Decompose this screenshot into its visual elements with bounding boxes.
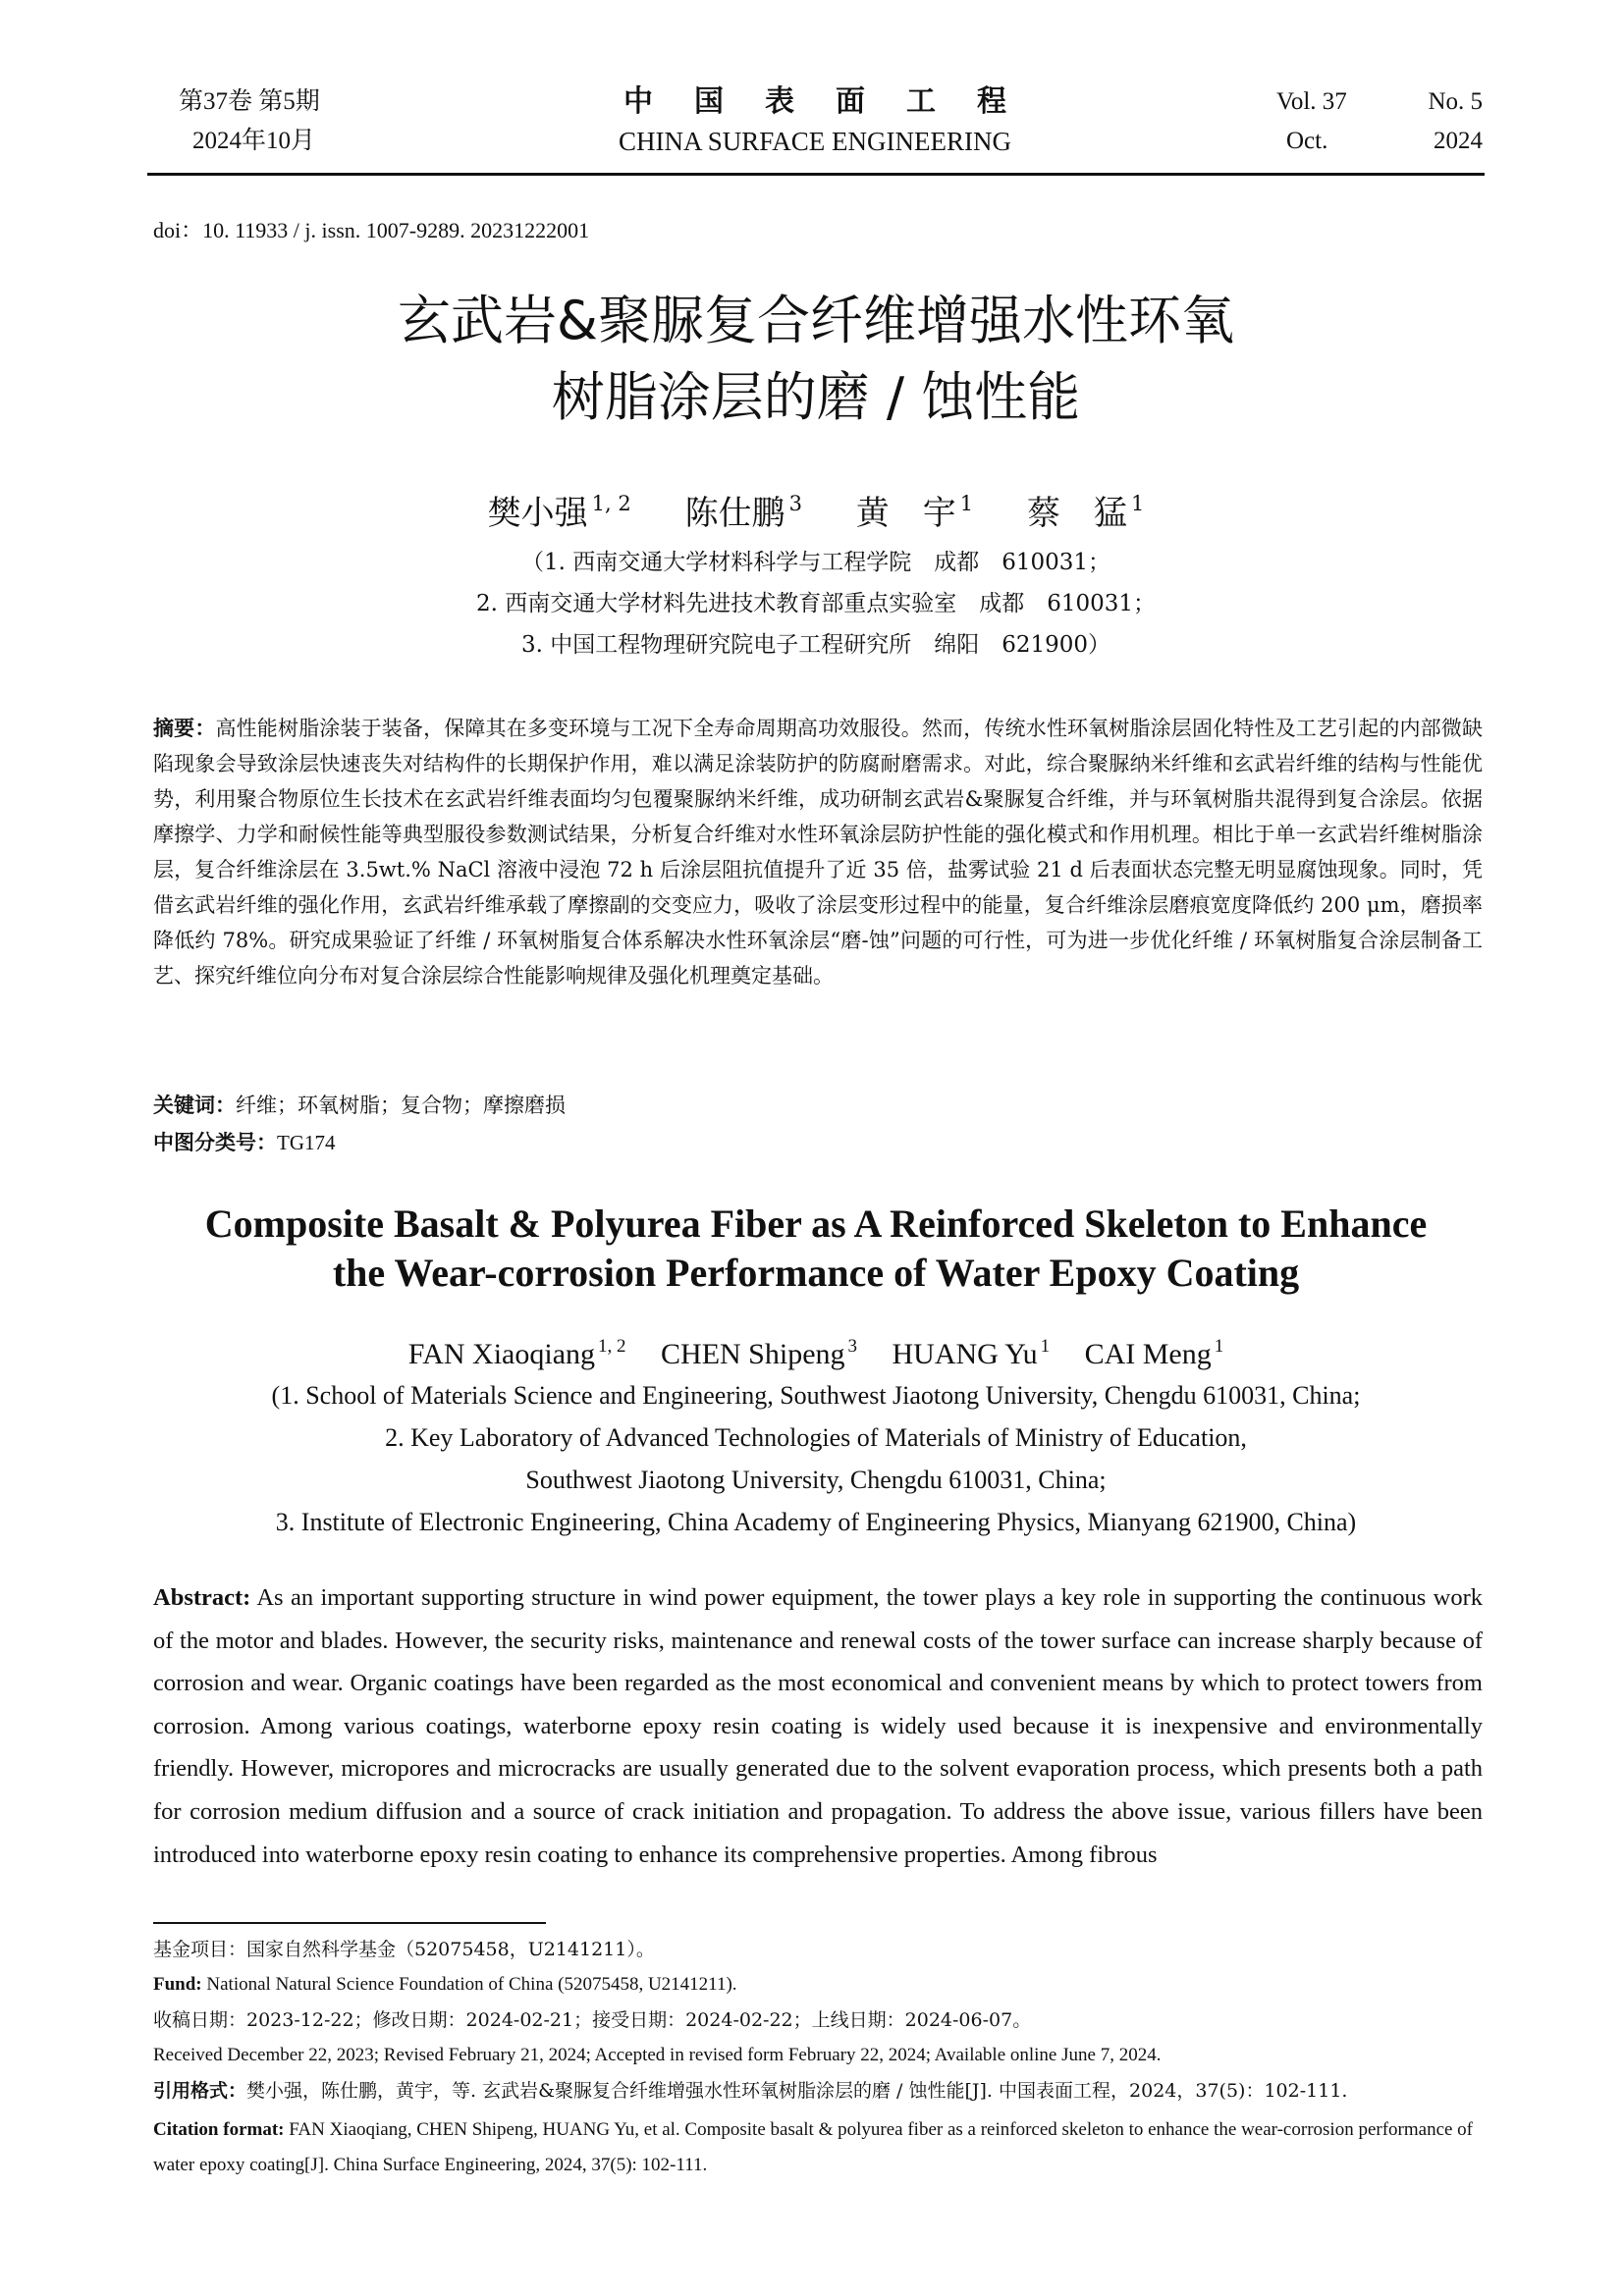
title-en [147,1200,1485,1298]
keywords-cn-label: 关键词： [153,1094,236,1117]
affiliation-en: 2. Key Laboratory of Advanced Technologies of Materials of Ministry of Education, Southwest Jiaotong University, Chengdu 610031, China; [385,1423,1247,1494]
footnote-fund-en: Fund: National Natural Science Foundation of China (52075458, U2141211). [153,1974,737,1995]
abstract-en [153,1576,1483,1876]
title-en-line2: the Wear-corrosion Performance of Water Epoxy Coating [332,1251,1300,1295]
author-en: CHEN Shipeng $^3$ [661,1336,858,1370]
header-month-en: Oct. [1286,128,1328,154]
authors-cn [147,481,1485,536]
author-cn: 蔡 猛 $^1$ [1026,492,1145,533]
authors-en [147,1327,1485,1374]
running-header [147,82,1483,171]
header-volume-cn: 第37卷 第5期 [179,88,320,115]
header-issue-en: No. 5 [1428,88,1483,115]
affiliations-en [147,1374,1485,1543]
author-en: FAN Xiaoqiang $^{1, 2}$ [407,1336,626,1370]
author-cn: 陈仕鹏 $^3$ [684,492,802,533]
abstract-en-text: As an important supporting structure in wind power equipment, the tower plays a key role in supporting the continuous work of the motor and blades. However, the security risks, maintenance and renewal costs of the tower surface can increase sharply because of corrosion and wear. Organic coatings have been regarded as the most economical and convenient means by which to protect towers from corrosion. Among various coatings, waterborne epoxy resin coating is widely used because it is inexpensive and environmentally friendly. However, micropores and microcracks are usually generated due to the solvent evaporation process, which presents both a path for corrosion medium diffusion and a source of crack initiation and propagation. To address the above issue, various fillers have been introduced into waterborne epoxy resin coating to enhance its comprehensive properties. Among fibrous [153,1584,1483,1868]
affiliation-en: 3. Institute of Electronic Engineering, China Academy of Engineering Physics, Mianyang 621900, China) [275,1508,1357,1536]
header-rule [147,173,1485,176]
journal-name-cn: 中国表面工程 [623,84,1048,119]
classification-cn-label: 中图分类号： [153,1131,277,1154]
classification-cn [153,1125,1483,1160]
affiliation-cn: 3. 中国工程物理研究院电子工程研究所 绵阳 621900） [520,632,1111,658]
author-cn: 黄 宇 $^1$ [855,492,974,533]
abstract-cn-text: 高性能树脂涂装于装备，保障其在多变环境与工况下全寿命周期高功效服役。然而，传统水性环氧树脂涂层固化特性及工艺引起的内部微缺陷现象会导致涂层快速丧失对结构件的长期保护作用，难以满足涂装防护的防腐耐磨需求。对此，综合聚脲纳米纤维和玄武岩纤维的结构与性能优势，利用聚合物原位生长技术在玄武岩纤维表面均匀包覆聚脲纳米纤维，成功研制玄武岩&聚脲复合纤维，并与环氧树脂共混得到复合涂层。依据摩擦学、力学和耐候性能等典型服役参数测试结果，分析复合纤维对水性环氧涂层防护性能的强化模式和作用机理。相比于单一玄武岩纤维树脂涂层，复合纤维涂层在 3.5wt.% NaCl 溶液中浸泡 72 h 后涂层阻抗值提升了近 35 倍，盐雾试验 21 d 后表面状态完整无明显腐蚀现象。同时，凭借玄武岩纤维的强化作用，玄武岩纤维承载了摩擦副的交变应力，吸收了涂层变形过程中的能量，复合纤维涂层磨痕宽度降低约 200 μm，磨损率降低约 78%。研究成果验证了纤维 / 环氧树脂复合体系解决水性环氧涂层“磨-蚀”问题的可行性，可为进一步优化纤维 / 环氧树脂复合涂层制备工艺、探究纤维位向分布对复合涂层综合性能影响规律及强化机理奠定基础。 [153,717,1484,988]
abstract-cn [153,711,1483,993]
author-en: CAI Meng $^1$ [1084,1336,1224,1370]
journal-name-en: CHINA SURFACE ENGINEERING [618,127,1011,156]
keywords-cn [153,1088,1483,1123]
footnote-fund-cn: 基金项目：国家自然科学基金（52075458，U2141211）。 [153,1939,655,1960]
classification-cn-value: TG174 [277,1131,336,1154]
title-cn-line1: 玄武岩&聚脲复合纤维增强水性环氧 [397,290,1235,351]
title-cn-line2: 树脂涂层的磨 / 蚀性能 [551,366,1081,428]
footnote-citation-cn: 引用格式：樊小强，陈仕鹏，黄宇，等. 玄武岩&聚脲复合纤维增强水性环氧树脂涂层的磨 / 蚀性能[J]. 中国表面工程，2024，37(5)：102-111. [153,2080,1348,2102]
header-right [1276,82,1483,161]
header-year-en: 2024 [1434,128,1483,154]
footnote-citation-en: Citation format: FAN Xiaoqiang, CHEN Shipeng, HUANG Yu, et al. Composite basalt & polyurea fiber as a reinforced skeleton to enhance the wear-corrosion performance of water epoxy coating[J]. China Surface Engineering, 2024, 37(5): 102-111. [153,2119,1474,2175]
keywords-cn-text: 纤维；环氧树脂；复合物；摩擦磨损 [236,1094,566,1117]
author-en: HUANG Yu $^1$ [892,1336,1051,1370]
abstract-cn-label: 摘要： [153,717,216,740]
header-volume-en: Vol. 37 [1276,88,1347,115]
affiliations-cn [147,542,1485,666]
affiliation-cn: 2. 西南交通大学材料先进技术教育部重点实验室 成都 610031； [475,591,1157,616]
author-cn: 樊小强 $^{1, 2}$ [487,492,631,533]
footnote-dates-en: Received December 22, 2023; Revised February 21, 2024; Accepted in revised form February 22, 2024; Available online June 7, 2024. [153,2045,1162,2065]
footnote-dates-cn: 收稿日期：2023-12-22；修改日期：2024-02-21；接受日期：2024-02-22；上线日期：2024-06-07。 [153,2009,1032,2031]
title-en-line1: Composite Basalt & Polyurea Fiber as A Reinforced Skeleton to Enhance [204,1201,1428,1246]
title-cn [147,283,1485,436]
affiliation-cn: （1. 西南交通大学材料科学与工程学院 成都 610031； [520,550,1111,575]
abstract-en-label: Abstract: [153,1584,251,1611]
doi: doi：10. 11933 / j. issn. 1007-9289. 20231222001 [153,218,590,242]
header-date-cn: 2024年10月 [192,128,316,154]
affiliation-en: (1. School of Materials Science and Engineering, Southwest Jiaotong University, Chengdu 610031, China; [271,1381,1361,1410]
footnote-rule [153,1922,546,1924]
